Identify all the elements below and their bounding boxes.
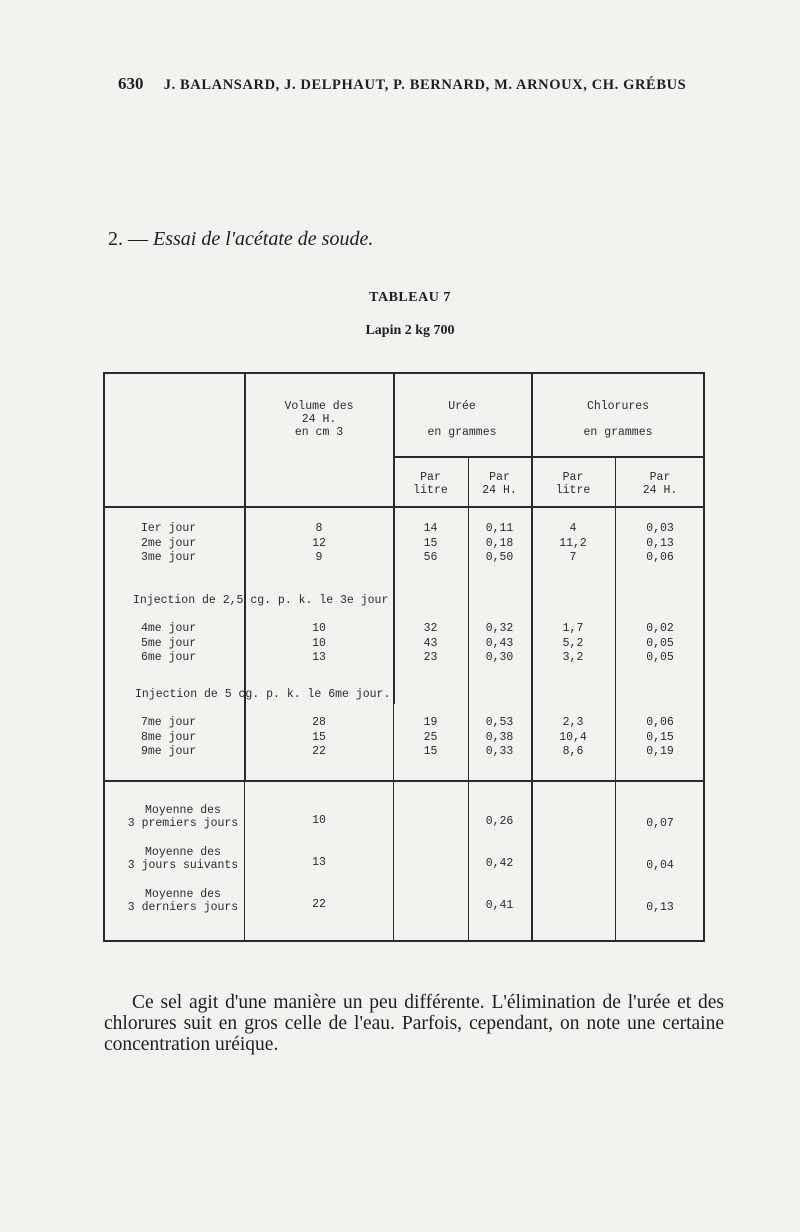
chl-litre-value: 10,4 xyxy=(559,730,587,744)
header-chlorures: Chlorures en grammes xyxy=(583,400,653,439)
uree-litre-value: 43 xyxy=(423,636,438,650)
injection-label: Injection de 2,5 cg. p. k. le 3e jour xyxy=(133,594,389,607)
volume-value: 9 xyxy=(315,551,323,564)
uree-24h-value: 0,43 xyxy=(485,636,514,650)
header-bottom-rule xyxy=(105,506,705,508)
averages-top-rule xyxy=(105,780,705,782)
chl-24h-value: 0,19 xyxy=(646,745,674,758)
volume-value: 10 xyxy=(312,622,326,635)
average-chl-24h: 0,07 xyxy=(646,817,674,830)
data-table xyxy=(103,372,705,942)
day-label: Ier jour xyxy=(141,522,197,535)
day-label: 9me jour xyxy=(141,745,197,758)
volume-value: 13 xyxy=(312,651,326,664)
uree-24h-value: 0,33 xyxy=(485,745,514,758)
uree-24h-value: 0,38 xyxy=(485,730,514,744)
uree-24h-value: 0,18 xyxy=(485,536,514,550)
chl-litre-value: 3,2 xyxy=(562,651,584,664)
chl-24h-value: 0,13 xyxy=(646,536,674,550)
average-label: Moyenne des xyxy=(145,804,221,817)
header-volume: Volume des 24 H. en cm 3 xyxy=(284,400,354,439)
average-label: 3 premiers jours xyxy=(127,817,239,830)
uree-24h-value: 0,32 xyxy=(485,622,514,635)
average-chl-24h: 0,13 xyxy=(646,901,674,914)
chl-24h-value: 0,05 xyxy=(646,651,674,664)
uree-litre-value: 19 xyxy=(423,716,438,729)
uree-24h-value: 0,50 xyxy=(485,551,514,564)
chl-litre-value: 1,7 xyxy=(562,622,584,635)
header-uree-par-24h: Par 24 H. xyxy=(482,471,517,497)
section-title: Essai de l'acétate de soude. xyxy=(153,228,374,250)
average-volume: 10 xyxy=(312,814,326,827)
uree-24h-value: 0,53 xyxy=(485,716,514,729)
volume-value: 15 xyxy=(312,730,326,744)
uree-litre-value: 56 xyxy=(423,551,438,564)
header-uree-par-litre: Par litre xyxy=(413,471,448,497)
injection-label: Injection de 5 cg. p. k. le 6me jour. xyxy=(135,688,391,701)
volume-value: 8 xyxy=(315,522,323,535)
chl-24h-value: 0,05 xyxy=(646,636,674,650)
chl-litre-value: 8,6 xyxy=(562,745,584,758)
table-title: TABLEAU 7 xyxy=(369,290,451,305)
average-volume: 13 xyxy=(312,856,326,869)
average-uree-24h: 0,41 xyxy=(485,899,514,912)
uree-24h-value: 0,30 xyxy=(485,651,514,664)
day-label: 6me jour xyxy=(141,651,197,664)
header-chl-par-litre: Par litre xyxy=(555,471,591,497)
table-subtitle: Lapin 2 kg 700 xyxy=(365,323,455,338)
chl-24h-value: 0,06 xyxy=(646,551,674,564)
authors-line: J. BALANSARD, J. DELPHAUT, P. BERNARD, M. ARNOUX, CH. GRÉBUS xyxy=(163,77,687,93)
uree-litre-value: 14 xyxy=(423,522,438,535)
chl-24h-value: 0,02 xyxy=(646,622,674,635)
chl-litre-value: 4 xyxy=(569,522,577,535)
day-label: 8me jour xyxy=(141,730,197,744)
average-chl-24h: 0,04 xyxy=(646,859,674,872)
header-chl-par-24h: Par 24 H. xyxy=(642,471,678,497)
uree-24h-value: 0,11 xyxy=(485,522,514,535)
volume-value: 12 xyxy=(312,536,326,550)
day-label: 5me jour xyxy=(141,636,197,650)
header-uree: Urée en grammes xyxy=(427,400,497,439)
header-sub-divider xyxy=(393,456,705,458)
uree-litre-value: 15 xyxy=(423,536,438,550)
average-volume: 22 xyxy=(312,898,326,911)
average-label: 3 derniers jours xyxy=(127,901,239,914)
day-label: 4me jour xyxy=(141,622,197,635)
chl-litre-value: 7 xyxy=(569,551,577,564)
chl-litre-value: 11,2 xyxy=(559,536,587,550)
day-label: 3me jour xyxy=(141,551,197,564)
chl-24h-value: 0,03 xyxy=(646,522,674,535)
section-number: 2. — xyxy=(108,228,148,250)
uree-litre-value: 23 xyxy=(423,651,438,664)
average-label: 3 jours suivants xyxy=(127,859,239,872)
average-uree-24h: 0,42 xyxy=(485,857,514,870)
day-label: 7me jour xyxy=(141,716,197,729)
average-label: Moyenne des xyxy=(145,888,221,901)
average-label: Moyenne des xyxy=(145,846,221,859)
chl-24h-value: 0,15 xyxy=(646,730,674,744)
volume-value: 10 xyxy=(312,636,326,650)
body-paragraph: Ce sel agit d'une manière un peu différente. L'élimination de l'urée et des chlorures suit en gros celle de l'eau. Parfois, cependant, on note une certaine concentration uréique. xyxy=(104,992,724,1055)
section-heading xyxy=(108,228,373,251)
chl-24h-value: 0,06 xyxy=(646,716,674,729)
average-uree-24h: 0,26 xyxy=(485,815,514,828)
uree-litre-value: 15 xyxy=(423,745,438,758)
volume-value: 22 xyxy=(312,745,326,758)
chl-litre-value: 5,2 xyxy=(562,636,584,650)
running-header xyxy=(118,74,686,94)
chl-litre-value: 2,3 xyxy=(562,716,584,729)
uree-litre-value: 25 xyxy=(423,730,438,744)
page-number: 630 xyxy=(118,74,144,93)
day-label: 2me jour xyxy=(141,536,197,550)
volume-value: 28 xyxy=(312,716,326,729)
uree-litre-value: 32 xyxy=(423,622,438,635)
